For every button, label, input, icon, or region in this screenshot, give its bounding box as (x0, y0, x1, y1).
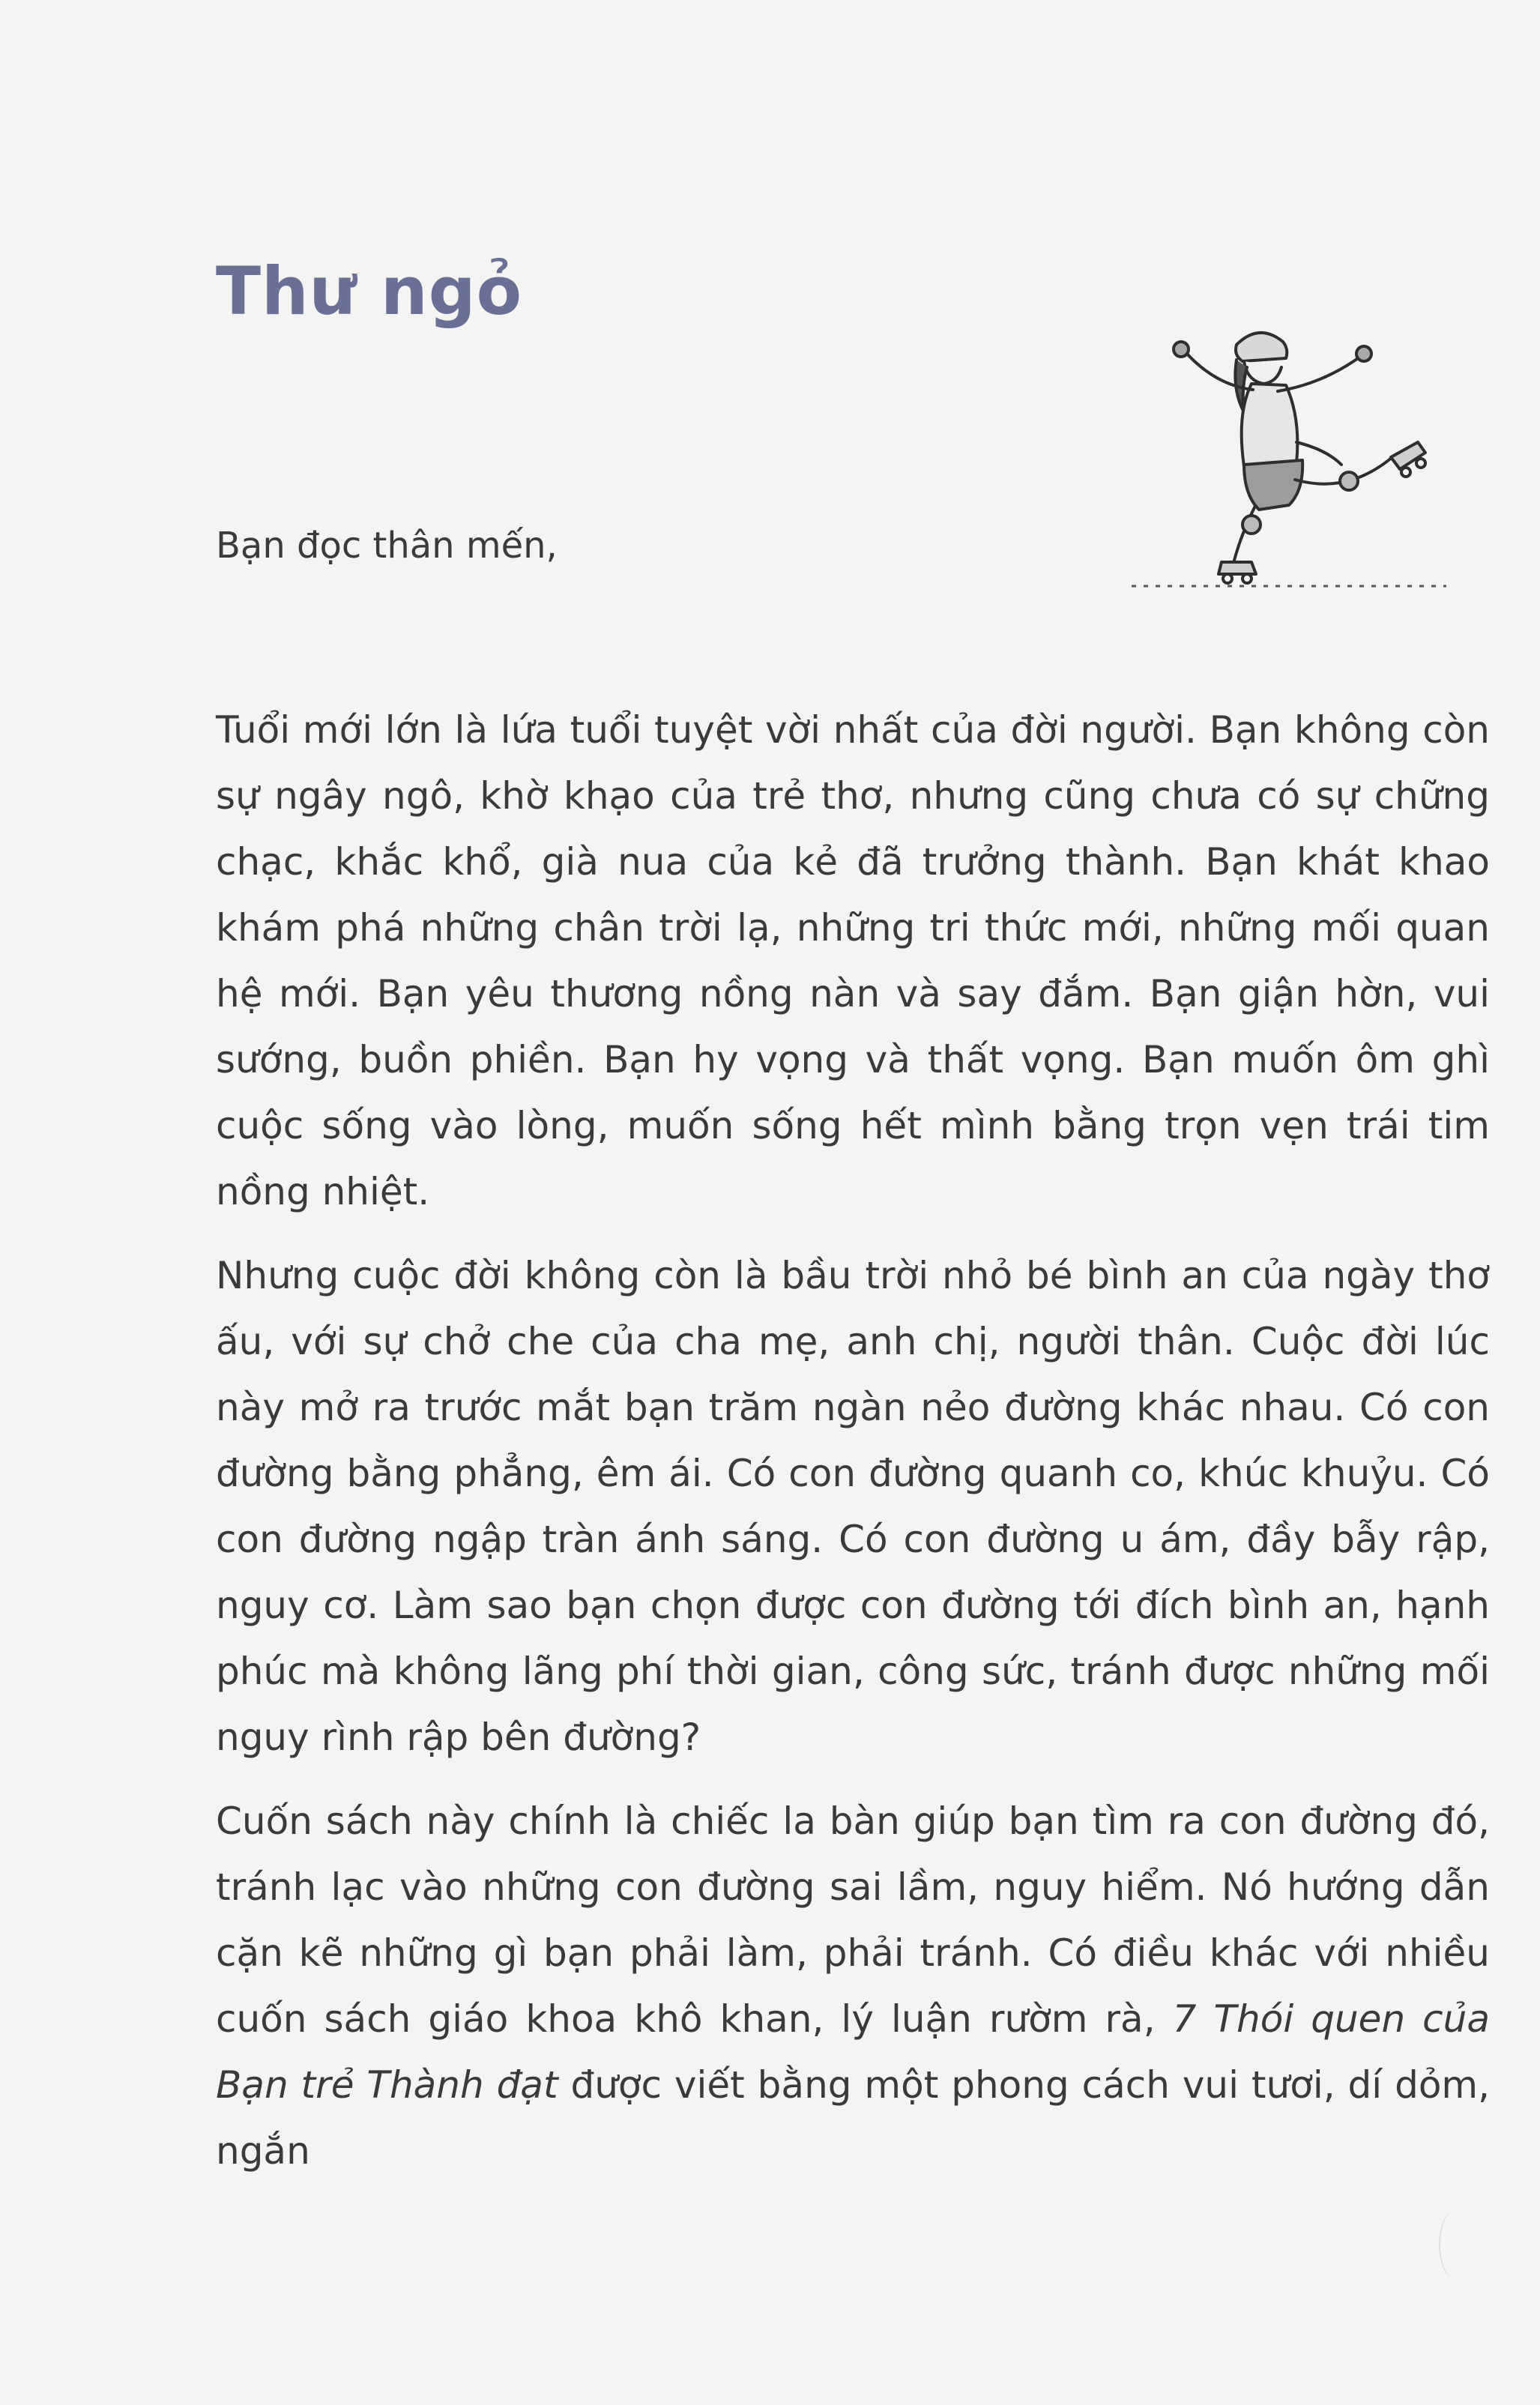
salutation: Bạn đọc thân mến, (216, 525, 558, 567)
paragraph-2: Nhưng cuộc đời không còn là bầu trời nhỏ bé bình an của ngày thơ ấu, với sự chở che của cha mẹ, anh chị, người thân. Cuộc đời lúc này mở ra trước mắt bạn trăm ngàn nẻo đường khác nhau. Có con đường bằng phẳng, êm ái. Có con đường quanh co, khúc khuỷu. Có con đường ngập tràn ánh sáng. Có con đường u ám, đầy bẫy rập, nguy cơ. Làm sao bạn chọn được con đường tới đích bình an, hạnh phúc mà không lãng phí thời gian, công sức, tránh được những mối nguy rình rập bên đường? (216, 1254, 1490, 1759)
roller-skater-illustration-icon (1124, 315, 1454, 600)
letter-body (216, 697, 1490, 2202)
paragraph-3 (216, 1788, 1490, 2184)
page-curl-mark (1439, 2211, 1470, 2278)
page-title: Thư ngỏ (216, 252, 523, 330)
paragraph-3-text-after: được viết bằng một phong cách vui tươi, dí dỏm, ngắn (216, 2063, 1491, 2173)
paragraph-1: Tuổi mới lớn là lứa tuổi tuyệt vời nhất của đời người. Bạn không còn sự ngây ngô, khờ khạo của trẻ thơ, nhưng cũng chưa có sự chững chạc, khắc khổ, già nua của kẻ đã trưởng thành. Bạn khát khao khám phá những chân trời lạ, những tri thức mới, những mối quan hệ mới. Bạn yêu thương nồng nàn và say đắm. Bạn giận hờn, vui sướng, buồn phiền. Bạn hy vọng và thất vọng. Bạn muốn ôm ghì cuộc sống vào lòng, muốn sống hết mình bằng trọn vẹn trái tim nồng nhiệt. (216, 708, 1490, 1213)
book-title: 7 Thói quen của Bạn trẻ Thành đạt (216, 1997, 1490, 2107)
paragraph-3-text-before: Cuốn sách này chính là chiếc la bàn giúp bạn tìm ra con đường đó, tránh lạc vào những con đường sai lầm, nguy hiểm. Nó hướng dẫn cặn kẽ những gì bạn phải làm, phải tránh. Có điều khác với nhiều cuốn sách giáo khoa khô khan, lý luận rườm rà, (216, 1799, 1490, 2041)
